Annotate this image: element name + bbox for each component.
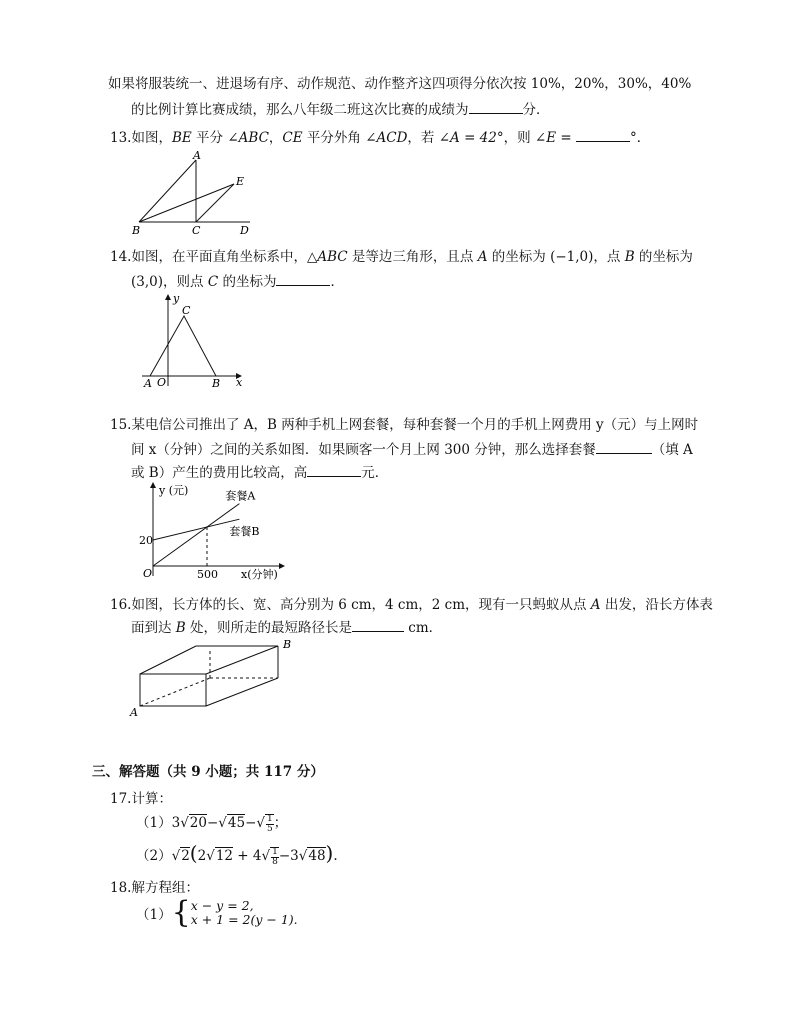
- y-axis-arrow: [150, 482, 156, 488]
- line-ce: [196, 184, 234, 222]
- q16-line2: 面到达 B 处，则所走的最短路径长是 cm．: [131, 616, 442, 636]
- top-left-edge: [140, 646, 196, 674]
- label-x: x: [236, 376, 243, 389]
- q15-line2: 间 x（分钟）之间的关系如图．如果顾客一个月上网 300 分钟，那么选择套餐 （填 A: [131, 438, 693, 458]
- label-D: D: [240, 224, 249, 237]
- q18-part1: （1）{ x − y = 2, x + 1 = 2(y − 1).: [136, 895, 298, 930]
- q17-title: 17.计算：: [110, 791, 172, 807]
- series-label-a: 套餐A: [225, 489, 256, 503]
- q16-cuboid-figure: [128, 636, 303, 721]
- q13-answer-blank[interactable]: [576, 127, 630, 142]
- q14-figure: [140, 290, 250, 390]
- bottom-right-edge: [206, 678, 278, 706]
- q12-line2: 的比例计算比赛成绩，那么八年级二班这次比赛的成绩为 分．: [131, 98, 550, 118]
- q15-answer-blank-2[interactable]: [307, 462, 361, 477]
- equation-2: x + 1 = 2(y − 1).: [190, 912, 298, 927]
- question-number: 15.: [110, 417, 132, 433]
- y-axis-label: y (元): [159, 484, 189, 497]
- x-tick-500: 500: [197, 568, 218, 581]
- label-O: O: [157, 376, 167, 389]
- origin-label: O: [143, 567, 153, 580]
- q17-part2: （2）√2(2√12 + 4√ $\frac{1}{8}$ −3√48).: [136, 841, 338, 867]
- label-B: B: [212, 377, 221, 390]
- q16-answer-blank[interactable]: [352, 617, 404, 632]
- section-title: 三、解答题（共 9 小题；共 117 分）: [92, 764, 324, 780]
- question-number: 13.: [110, 130, 132, 146]
- top-right-edge: [206, 646, 278, 674]
- question-number: 14.: [110, 249, 132, 265]
- q17-part1: （1）3√20−√45−√ $\frac{1}{5}$ ；: [136, 813, 288, 834]
- q14-line1: 14.如图，在平面直角坐标系中，△ABC 是等边三角形，且点 A 的坐标为 (−1,0)，点 B 的坐标为: [110, 249, 693, 265]
- x-axis-label: x(分钟): [241, 568, 278, 581]
- q15-chart: [135, 478, 295, 583]
- label-E: E: [236, 175, 245, 188]
- y-tick-20: 20: [139, 534, 153, 547]
- system-brace: {: [171, 895, 191, 930]
- label-A: A: [130, 706, 138, 719]
- question-number: 18.: [110, 880, 132, 896]
- label-A: A: [193, 149, 201, 162]
- q13-figure: [130, 148, 260, 238]
- series-label-b: 套餐B: [229, 525, 260, 539]
- equation-1: x − y = 2,: [190, 898, 254, 913]
- x-axis-arrow: [279, 563, 285, 569]
- line-be: [139, 184, 234, 222]
- q16-line1: 16.如图，长方体的长、宽、高分别为 6 cm，4 cm，2 cm，现有一只蚂蚁从点 A 出发，沿长方体表: [110, 597, 713, 613]
- label-C: C: [182, 304, 191, 317]
- series-line-b: [153, 519, 239, 540]
- line-ba: [139, 160, 196, 222]
- series-line-a: [153, 504, 239, 566]
- label-B: B: [132, 224, 141, 237]
- q12-line1: 如果将服装统一、进退场有序、动作规范、动作整齐这四项得分依次按 10%，20%，30%，40%: [108, 76, 692, 92]
- q13-text: 13.如图，BE 平分 ∠ABC，CE 平分外角 ∠ACD，若 ∠A = 42°，则 ∠E = °．: [110, 126, 650, 146]
- q12-answer-blank[interactable]: [469, 99, 523, 114]
- question-number: 17.: [110, 791, 132, 807]
- q15-answer-blank-1[interactable]: [596, 439, 652, 454]
- front-face: [140, 674, 206, 706]
- label-C: C: [192, 224, 201, 237]
- q15-line1: 15.某电信公司推出了 A，B 两种手机上网套餐，每种套餐一个月的手机上网费用 y（元）与上网时: [110, 417, 699, 433]
- q14-line2: (3,0)，则点 C 的坐标为 ．: [131, 270, 344, 290]
- q18-title: 18.解方程组：: [110, 880, 199, 896]
- question-number: 16.: [110, 597, 132, 613]
- label-A: A: [144, 377, 152, 390]
- y-axis-arrow: [165, 294, 171, 300]
- triangle-abc: [150, 316, 216, 376]
- q14-answer-blank[interactable]: [276, 271, 330, 286]
- hidden-edge-1: [140, 678, 210, 706]
- q15-line3: 或 B）产生的费用比较高，高 元．: [131, 461, 388, 481]
- label-B: B: [283, 638, 292, 651]
- label-y: y: [173, 292, 180, 305]
